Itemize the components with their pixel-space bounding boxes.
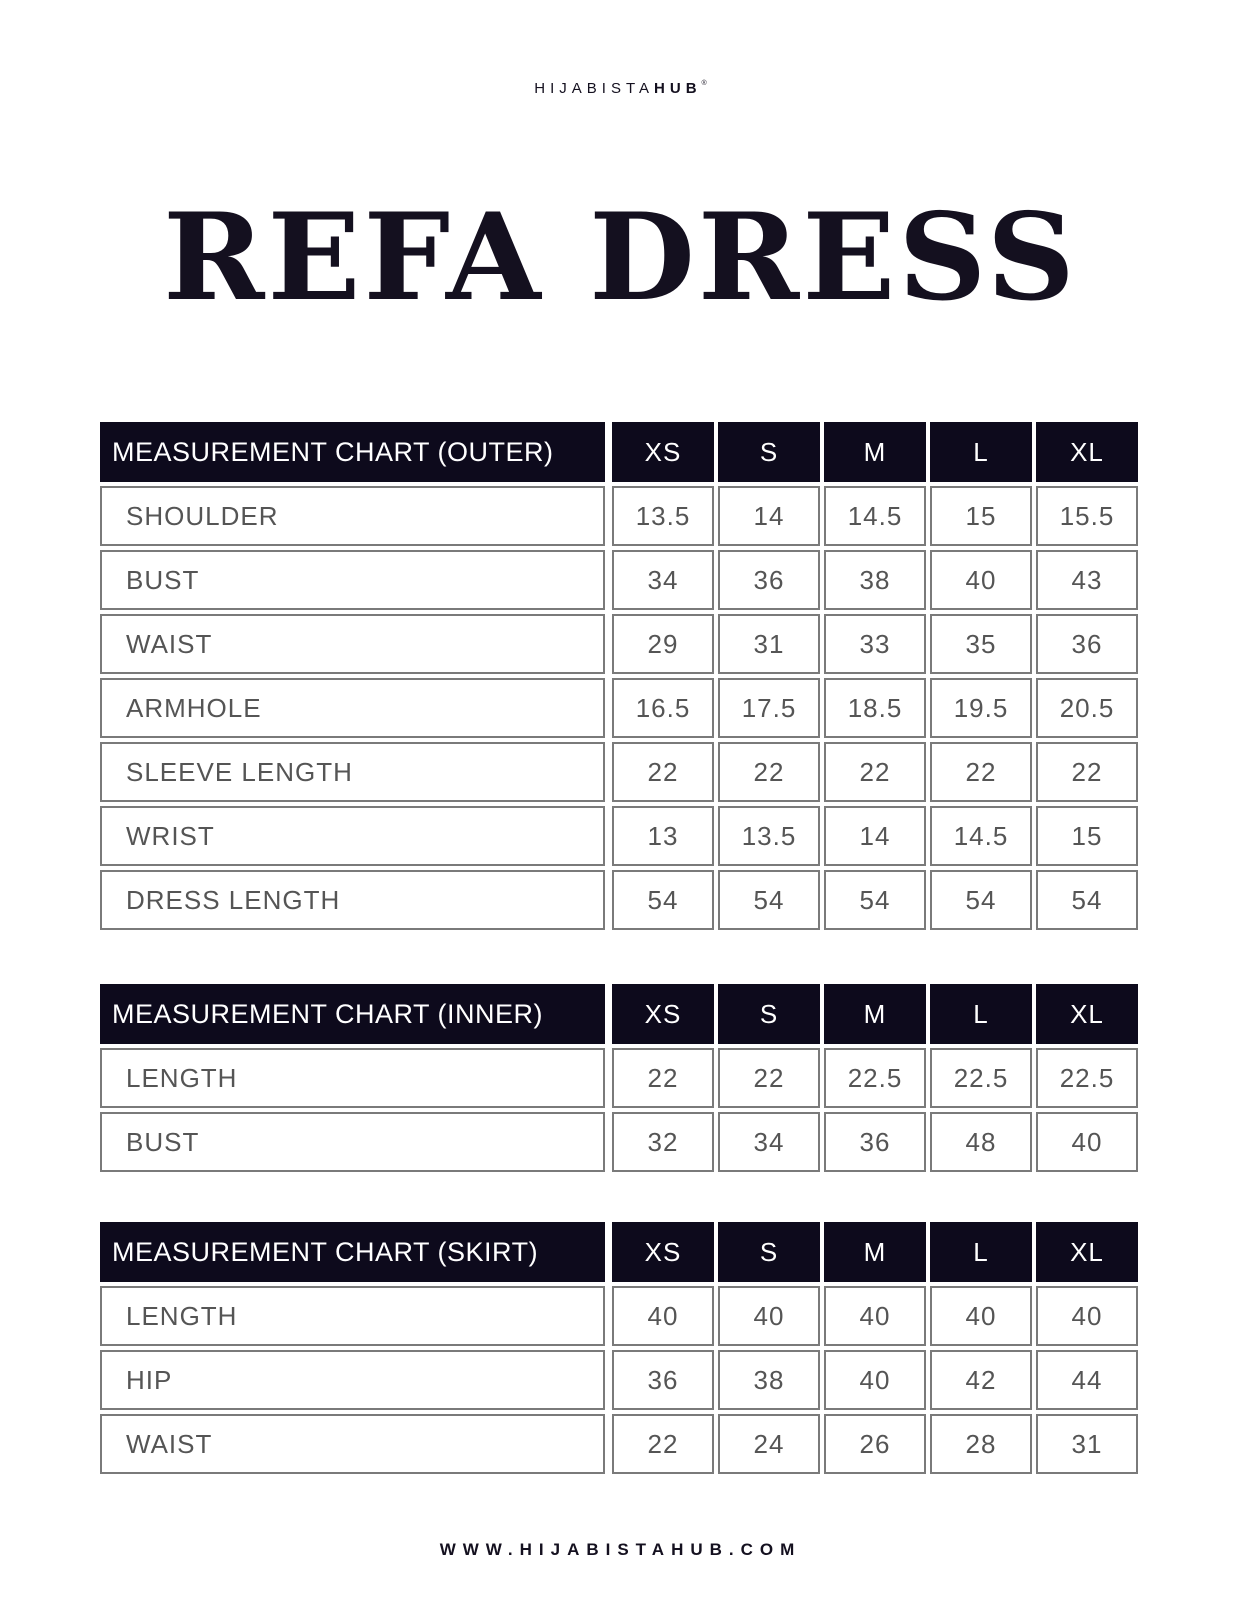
measurement-value: 40 xyxy=(824,1286,926,1346)
measurement-value: 22 xyxy=(930,742,1032,802)
measurement-label: DRESS LENGTH xyxy=(100,870,605,930)
measurement-value: 54 xyxy=(718,870,820,930)
measurement-value: 34 xyxy=(718,1112,820,1172)
size-header-cell: M xyxy=(824,1222,926,1282)
website-url: WWW.HIJABISTAHUB.COM xyxy=(439,1540,802,1559)
measurement-value: 43 xyxy=(1036,550,1138,610)
chart-heading: MEASUREMENT CHART (OUTER) xyxy=(100,422,605,482)
measurement-value: 34 xyxy=(612,550,714,610)
measurement-value: 54 xyxy=(612,870,714,930)
measurement-label: LENGTH xyxy=(100,1286,605,1346)
measurement-value: 22 xyxy=(612,1414,714,1474)
size-header-cell: XL xyxy=(1036,422,1138,482)
measurement-value: 22.5 xyxy=(1036,1048,1138,1108)
measurement-value: 28 xyxy=(930,1414,1032,1474)
size-header-cell: XL xyxy=(1036,984,1138,1044)
measurement-label: SHOULDER xyxy=(100,486,605,546)
brand-logo-light: HIJABISTA xyxy=(534,80,655,97)
measurement-value: 36 xyxy=(1036,614,1138,674)
measurement-value: 40 xyxy=(824,1350,926,1410)
measurement-value: 44 xyxy=(1036,1350,1138,1410)
measurement-value: 40 xyxy=(930,1286,1032,1346)
measurement-value: 26 xyxy=(824,1414,926,1474)
size-header-cell: XS xyxy=(612,984,714,1044)
measurement-value: 54 xyxy=(824,870,926,930)
measurement-value: 35 xyxy=(930,614,1032,674)
measurement-value: 29 xyxy=(612,614,714,674)
measurement-value: 15.5 xyxy=(1036,486,1138,546)
size-header-cell: L xyxy=(930,984,1032,1044)
measurement-value: 13.5 xyxy=(718,806,820,866)
size-header-cell: XL xyxy=(1036,1222,1138,1282)
measurement-value: 36 xyxy=(824,1112,926,1172)
measurement-value: 40 xyxy=(1036,1286,1138,1346)
measurement-value: 33 xyxy=(824,614,926,674)
measurement-value: 14.5 xyxy=(824,486,926,546)
measurement-value: 42 xyxy=(930,1350,1032,1410)
measurement-label: HIP xyxy=(100,1350,605,1410)
measurement-label: BUST xyxy=(100,550,605,610)
size-header-cell: XS xyxy=(612,1222,714,1282)
measurement-label: LENGTH xyxy=(100,1048,605,1108)
measurement-value: 22 xyxy=(612,742,714,802)
size-header-cell: XS xyxy=(612,422,714,482)
measurement-value: 14 xyxy=(824,806,926,866)
size-header-cell: S xyxy=(718,984,820,1044)
size-header-cell: S xyxy=(718,422,820,482)
measurement-value: 17.5 xyxy=(718,678,820,738)
measurement-value: 16.5 xyxy=(612,678,714,738)
measurement-value: 22 xyxy=(718,1048,820,1108)
size-header-cell: L xyxy=(930,1222,1032,1282)
measurement-value: 19.5 xyxy=(930,678,1032,738)
size-header-cell: M xyxy=(824,422,926,482)
measurement-value: 38 xyxy=(824,550,926,610)
brand-logo xyxy=(0,80,1241,97)
measurement-label: WRIST xyxy=(100,806,605,866)
measurement-value: 24 xyxy=(718,1414,820,1474)
measurement-value: 22 xyxy=(1036,742,1138,802)
measurement-label: BUST xyxy=(100,1112,605,1172)
measurement-value: 40 xyxy=(1036,1112,1138,1172)
measurement-value: 36 xyxy=(612,1350,714,1410)
measurement-value: 38 xyxy=(718,1350,820,1410)
size-header-cell: S xyxy=(718,1222,820,1282)
measurement-value: 48 xyxy=(930,1112,1032,1172)
measurement-value: 13.5 xyxy=(612,486,714,546)
measurement-value: 40 xyxy=(612,1286,714,1346)
measurement-value: 13 xyxy=(612,806,714,866)
measurement-value: 22 xyxy=(824,742,926,802)
measurement-value: 54 xyxy=(930,870,1032,930)
measurement-value: 14 xyxy=(718,486,820,546)
measurement-value: 22.5 xyxy=(930,1048,1032,1108)
measurement-value: 40 xyxy=(930,550,1032,610)
brand-registered-mark: ® xyxy=(701,80,707,87)
measurement-label: ARMHOLE xyxy=(100,678,605,738)
measurement-value: 31 xyxy=(718,614,820,674)
measurement-value: 22.5 xyxy=(824,1048,926,1108)
page-title: REFA DRESS xyxy=(163,186,1078,328)
measurement-value: 14.5 xyxy=(930,806,1032,866)
size-header-cell: L xyxy=(930,422,1032,482)
measurement-label: WAIST xyxy=(100,1414,605,1474)
measurement-value: 22 xyxy=(612,1048,714,1108)
measurement-value: 36 xyxy=(718,550,820,610)
measurement-value: 40 xyxy=(718,1286,820,1346)
measurement-label: WAIST xyxy=(100,614,605,674)
measurement-value: 31 xyxy=(1036,1414,1138,1474)
measurement-value: 15 xyxy=(1036,806,1138,866)
measurement-value: 32 xyxy=(612,1112,714,1172)
chart-heading: MEASUREMENT CHART (SKIRT) xyxy=(100,1222,605,1282)
size-header-cell: M xyxy=(824,984,926,1044)
measurement-value: 54 xyxy=(1036,870,1138,930)
measurement-value: 22 xyxy=(718,742,820,802)
chart-heading: MEASUREMENT CHART (INNER) xyxy=(100,984,605,1044)
measurement-value: 20.5 xyxy=(1036,678,1138,738)
measurement-value: 15 xyxy=(930,486,1032,546)
measurement-label: SLEEVE LENGTH xyxy=(100,742,605,802)
measurement-value: 18.5 xyxy=(824,678,926,738)
brand-logo-bold: HUB xyxy=(654,80,702,97)
